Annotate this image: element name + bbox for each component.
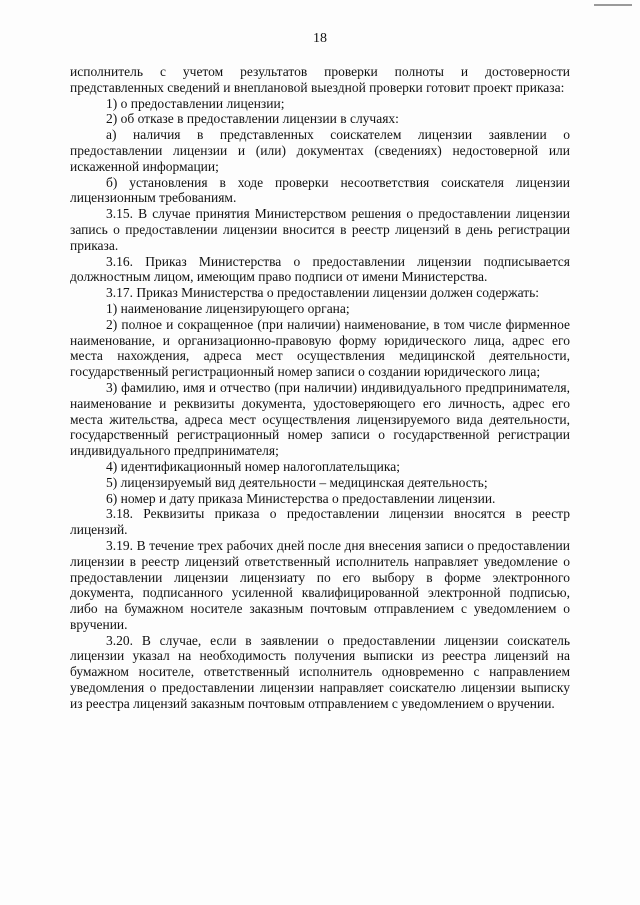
page-number: 18 (313, 31, 327, 46)
paragraph-3-16: 3.16. Приказ Министерства о предоставлении лицензии подписывается должностным лицом, имеющим право подписи от имени Министерства. (70, 253, 570, 285)
document-body (70, 64, 570, 712)
paragraph-3-19: 3.19. В течение трех рабочих дней после дня внесения записи о предоставлении лицензии в реестр лицензий ответственный исполнитель направляет уведомление о предоставлении лицензии лицензиату по его выбору в форме электронного документа, подписанного усиленной квалифицированной электронной подписью, либо на бумажном носителе заказным почтовым отправлением с уведомлением о вручении. (70, 537, 570, 632)
paragraph-3-17-item-3: 3) фамилию, имя и отчество (при наличии) индивидуального предпринимателя, наименование и реквизиты документа, удостоверяющего его личность, адрес его места жительства, адреса мест осуществления лицензируемого вида деятельности, государственный регистрационный номер записи о государственной регистрации индивидуального предпринимателя; (70, 379, 570, 459)
paragraph-continuation: исполнитель с учетом результатов проверки полноты и достоверности представленных сведений и внеплановой выездной проверки готовит проект приказа: (70, 64, 570, 95)
paragraph-3-17-item-6: 6) номер и дату приказа Министерства о предоставлении лицензии. (106, 490, 496, 506)
paragraph-item-2: 2) об отказе в предоставлении лицензии в случаях: (106, 111, 399, 127)
paragraph-subitem-a: а) наличия в представленных соискателем лицензии заявлении о предоставлении лицензии и (или) документах (сведениях) недостоверной или искаженной информации; (70, 127, 570, 174)
paragraph-3-17: 3.17. Приказ Министерства о предоставлении лицензии должен содержать: (106, 285, 540, 301)
paragraph-3-15: 3.15. В случае принятия Министерством решения о предоставлении лицензии запись о предоставлении лицензии вносится в реестр лицензий в день регистрации приказа. (70, 206, 570, 253)
paragraph-3-17-item-4: 4) идентификационный номер налогоплательщика; (106, 458, 400, 474)
paragraph-subitem-b: б) установления в ходе проверки несоответствия соискателя лицензии лицензионным требованиям. (70, 174, 570, 206)
paragraph-3-17-item-2: 2) полное и сокращенное (при наличии) наименование, в том числе фирменное наименование, и организационно-правовую форму юридического лица, адрес его места нахождения, адреса мест осуществления медицинской деятельности, государственный регистрационный номер записи о создании юридического лица; (70, 316, 570, 380)
paragraph-item-1: 1) о предоставлении лицензии; (106, 95, 285, 111)
paragraph-3-18: 3.18. Реквизиты приказа о предоставлении лицензии вносятся в реестр лицензий. (70, 506, 570, 538)
paragraph-3-17-item-5: 5) лицензируемый вид деятельности – медицинская деятельность; (106, 474, 488, 490)
paragraph-3-17-item-1: 1) наименование лицензирующего органа; (106, 300, 350, 316)
paragraph-3-20: 3.20. В случае, если в заявлении о предоставлении лицензии соискатель лицензии указал на необходимость получения выписки из реестра лицензий на бумажном носителе, ответственный исполнитель одновременно с направлением уведомления о предоставлении лицензии направляет соискателю лицензии выписку из реестра лицензий заказным почтовым отправлением с уведомлением о вручении. (70, 632, 570, 711)
scan-corner-mark (594, 4, 632, 6)
